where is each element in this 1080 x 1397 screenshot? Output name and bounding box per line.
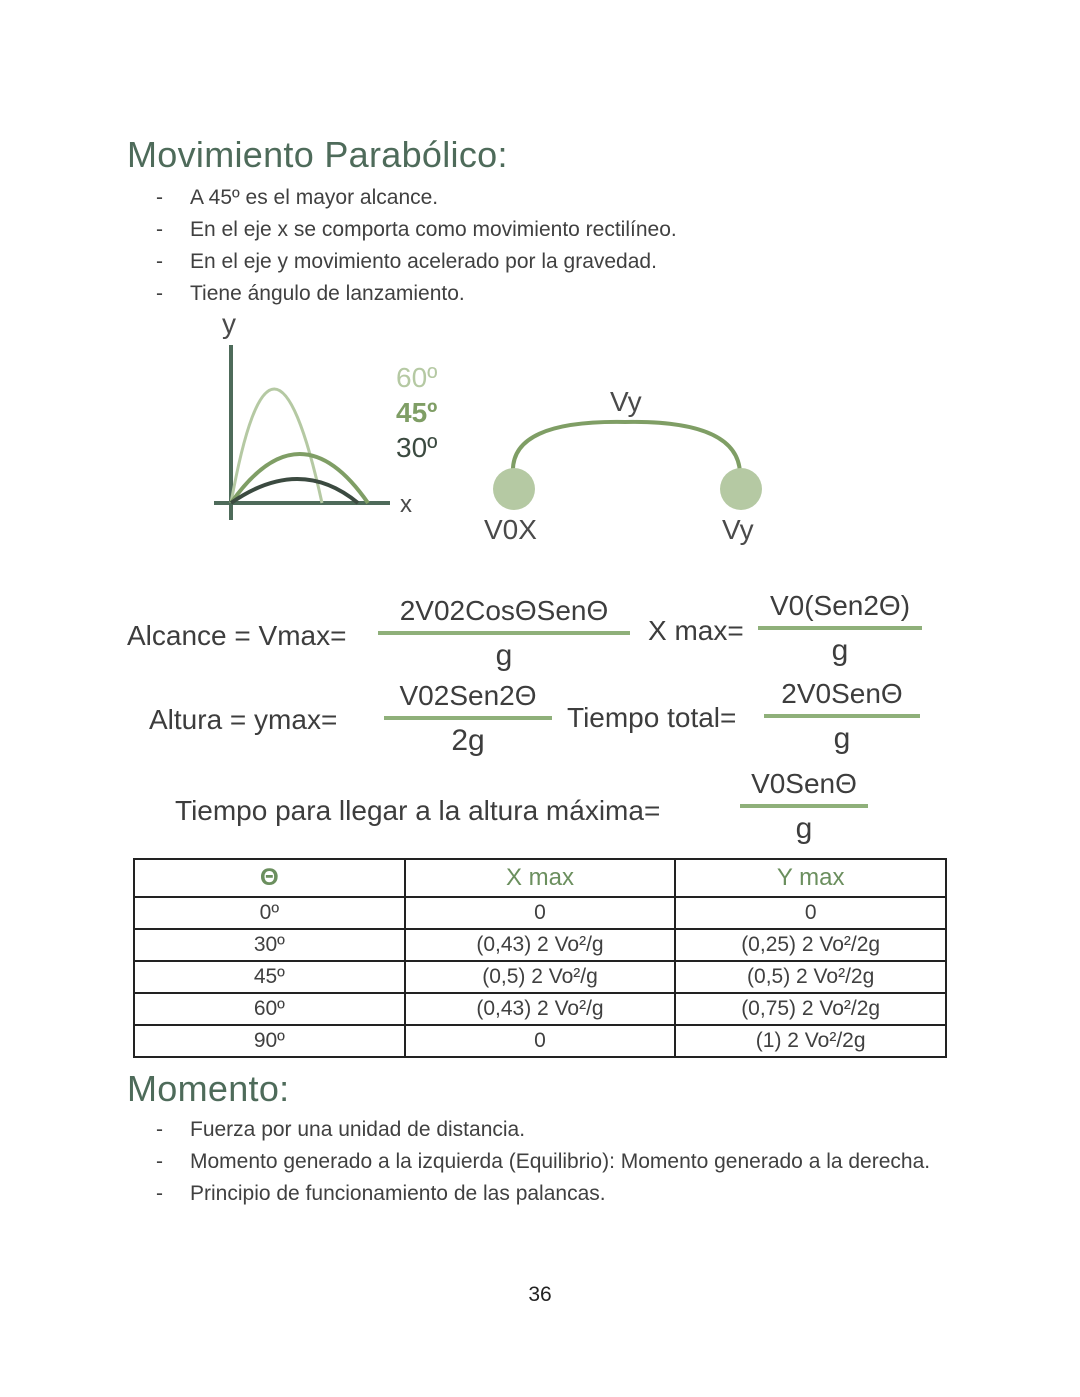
fraction-bar [378, 631, 630, 635]
header-ymax: Y max [675, 859, 946, 897]
fraction-numerator: V0SenΘ [751, 768, 857, 799]
fraction-numerator: V02Sen2Θ [399, 680, 537, 711]
x-axis-label: x [400, 491, 412, 518]
table-cell: (1) 2 Vo²/2g [675, 1025, 946, 1057]
alcance-fraction [378, 595, 630, 673]
fraction-numerator: 2V02CosΘSenΘ [399, 595, 609, 626]
table-row [134, 897, 946, 929]
table-row [134, 993, 946, 1025]
angle-label-60: 60º [396, 362, 438, 393]
bullet-list-movimiento [156, 182, 976, 310]
fraction-numerator: 2V0SenΘ [781, 678, 903, 709]
fraction-denominator: g [795, 812, 813, 845]
list-item: - Principio de funcionamiento de las palancas. [156, 1182, 606, 1205]
page-number: 36 [528, 1283, 552, 1306]
xmax-label: X max= [648, 615, 744, 646]
alcance-label: Alcance = Vmax= [127, 620, 347, 651]
table-cell: 60º [134, 993, 405, 1025]
section-title-momento: Momento: [127, 1068, 290, 1109]
right-ball [720, 468, 762, 510]
trajectory-30 [231, 479, 358, 503]
tiempo-altura-label: Tiempo para llegar a la altura máxima= [175, 795, 661, 826]
altura-fraction [384, 680, 552, 758]
table-cell: 90º [134, 1025, 405, 1057]
table-row [134, 1025, 946, 1057]
table-cell: 0 [405, 897, 676, 929]
altura-label: Altura = ymax= [149, 704, 338, 735]
fraction-denominator: g [831, 634, 849, 667]
header-theta: Θ [134, 859, 405, 897]
tiempo-altura-fraction [740, 768, 868, 846]
header-xmax: X max [405, 859, 676, 897]
left-ball [493, 468, 535, 510]
xmax-fraction [758, 590, 922, 668]
table-cell: 0 [405, 1025, 676, 1057]
fraction-denominator: 2g [451, 724, 485, 757]
left-ball-label: V0X [484, 514, 537, 545]
list-item: - Tiene ángulo de lanzamiento. [156, 282, 465, 305]
angle-label-30: 30º [396, 432, 438, 463]
fraction-bar [384, 716, 552, 720]
table-cell: 30º [134, 929, 405, 961]
right-ball-label: Vy [722, 514, 754, 545]
projectile-diagram [200, 305, 800, 565]
list-item: - A 45º es el mayor alcance. [156, 186, 439, 209]
angle-label-45: 45º [396, 397, 438, 428]
fraction-bar [758, 626, 922, 630]
fraction-bar [764, 714, 920, 718]
fraction-bar [740, 804, 868, 808]
table-cell: 0 [675, 897, 946, 929]
velocity-arc [513, 422, 740, 473]
fraction-denominator: g [833, 722, 851, 755]
table-row [134, 961, 946, 993]
table-cell: (0,43) 2 Vo²/g [405, 993, 676, 1025]
list-item: - Momento generado a la izquierda (Equilibrio): Momento generado a la derecha. [156, 1150, 931, 1173]
table-cell: (0,75) 2 Vo²/2g [675, 993, 946, 1025]
table-row [134, 929, 946, 961]
fraction-denominator: g [495, 639, 513, 672]
list-item: - En el eje x se comporta como movimiento rectilíneo. [156, 218, 677, 241]
tiempo-total-fraction [764, 678, 920, 756]
list-item: - Fuerza por una unidad de distancia. [156, 1118, 526, 1141]
angle-table [133, 858, 947, 1058]
bullet-list-momento [156, 1114, 956, 1210]
fraction-numerator: V0(Sen2Θ) [769, 590, 911, 621]
table-header-row [134, 859, 946, 897]
table-cell: (0,43) 2 Vo²/g [405, 929, 676, 961]
section-title-movimiento: Movimiento Parabólico: [127, 134, 508, 175]
arc-top-label: Vy [610, 386, 642, 417]
table-cell: (0,5) 2 Vo²/2g [675, 961, 946, 993]
table-cell: (0,25) 2 Vo²/2g [675, 929, 946, 961]
table-cell: (0,5) 2 Vo²/g [405, 961, 676, 993]
y-axis-label: y [222, 308, 236, 339]
tiempo-total-label: Tiempo total= [567, 702, 737, 733]
list-item: - En el eje y movimiento acelerado por la gravedad. [156, 250, 657, 273]
table-cell: 45º [134, 961, 405, 993]
table-cell: 0º [134, 897, 405, 929]
